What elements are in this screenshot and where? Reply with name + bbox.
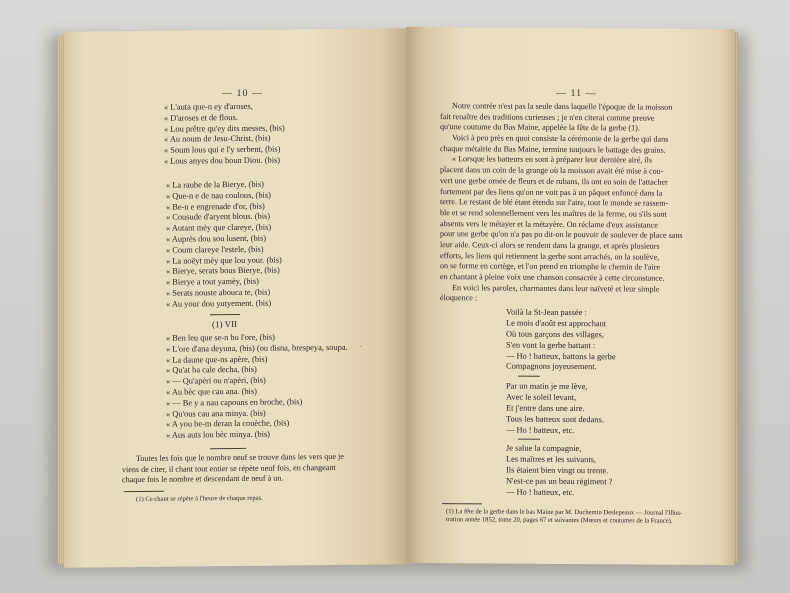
song-verse-2 <box>506 382 604 437</box>
right-page <box>406 27 734 565</box>
footnote-line: tration année 1852, tome 20, pages 67 et suivantes (Mœurs et coutumes de la France). <box>446 516 673 526</box>
paragraph-line: qu'une coutume du Bas Maine, appelée la fête de la gerbe (1). <box>440 122 640 133</box>
verse-line: « La raube de la Bierye, (bis) <box>166 179 264 190</box>
verse-line: « Cousude d'aryent blous. (bis) <box>166 212 271 223</box>
paragraph-line: absents vers le métayer et la métayère. On réclame d'eux assistance <box>440 218 658 230</box>
paragraph-line: Notre contrée n'est pas la seule dans laquelle l'époque de la moisson <box>452 101 673 112</box>
verse-line: « Bierye a tout yamèy, (bis) <box>166 276 259 287</box>
verse-line: « Coum clareye l'estele, (bis) <box>166 244 264 255</box>
verse-line: « Aus auts lou bèc minya. (bis) <box>166 429 270 440</box>
verse-line: « Serats nouste abouca te, (bis) <box>166 287 271 298</box>
paragraph-line: pour une gerbe qu'on n'a pas pu dit-on le pouvoir de soulever de place sans <box>440 229 683 241</box>
song-line: S'en vont la gerbe battant : <box>506 340 596 350</box>
song-line: — Ho ! batteux, etc. <box>506 425 575 435</box>
verse-line: « Qu'ous cau ana minya. (bis) <box>166 408 266 419</box>
stray-mark: . <box>360 338 363 349</box>
song-verse-3 <box>506 444 612 499</box>
verse-line: « Au bèc que cau ana. (bis) <box>166 386 257 397</box>
verse-line: « Au noum de Jesu-Christ, (bis) <box>164 134 271 145</box>
verse-line: « L'auta que-n ey d'aroses, <box>164 101 253 112</box>
verse-line: « — Be y a nau capouns en broche, (bis) <box>166 397 303 408</box>
paragraph-line: fortement par des liens qu'on ne voit pas à un pâquet enfoncé dans la <box>440 186 663 198</box>
paragraph-line: éloquence : <box>440 293 478 303</box>
song-line: Je salue la compagnie, <box>506 443 582 454</box>
verse-line: « L'ore d'ana deyuna, (bis) (ou disna, brespeya, soupa. <box>166 342 348 354</box>
page-number: — 10 — <box>222 87 263 100</box>
song-line: Le mois d'août est approchant <box>506 318 607 329</box>
paragraph-line: En voici les paroles, charmantes dans leur naïveté et leur simple <box>452 282 660 294</box>
verse-line: « La noëyt mèy que lou your. (bis) <box>166 255 282 266</box>
paragraph-line: efforts, les liens qui retiennent la gerbe sont arrachés, on la soulève, <box>440 250 660 262</box>
paragraph-line: Voici à peu près en quoi consiste la cérémonie de la gerbe qui dans <box>452 133 669 144</box>
paragraph-line: leur aide. Ceux-ci alors se rendent dans la grange, et après plusieurs <box>440 240 660 251</box>
footnote-line: (1) La fête de la gerbe dans le bas Maine par M. Duchemin Deslepeaux — Journal l'Illus- <box>446 508 683 517</box>
footnote <box>446 508 682 526</box>
song-line: — Ho ! batteux, etc. <box>506 487 575 497</box>
section-rule <box>210 448 246 449</box>
song-line: Où tous garçons des villages, <box>506 329 604 340</box>
closing-paragraph <box>122 451 382 486</box>
verse-line: « Autant mèy que clareye, (bis) <box>166 222 272 233</box>
paragraph-line: on se forme en cortège, et l'on prend en triomphe le chemin de l'aire <box>440 261 661 272</box>
paragraph-line: « Lorsque les batteurs en sont à préparer leur dernière airé, ils <box>452 154 653 166</box>
song-verse-1 <box>506 308 616 374</box>
verse-separator <box>518 376 540 377</box>
verse-line: « Ben leu que se-n bu l'ore, (bis) <box>166 332 275 343</box>
left-page <box>64 28 410 568</box>
section-heading: (1) VII <box>212 318 238 330</box>
verse-line: « Lou prêtre qu'ey dits messes, (bis) <box>164 123 285 134</box>
footnote-rule <box>442 503 482 504</box>
stanza-1 <box>164 101 285 167</box>
paragraph-line: terre. Le restant de blé étant étendu sur l'aire, tout le monde se rassem- <box>440 197 669 208</box>
paragraph-line: chaque métairie du Bas Maine, termine toujours le battage des grains. <box>440 143 666 155</box>
paragraph-line: ble et se rend solennellement vers les maîtres de la ferme, ou s'ils sont <box>440 207 667 219</box>
paragraph-line: placent dans un coin de la grange où la moisson avait été mise à cou- <box>440 165 664 176</box>
footnote: (1) Ce chant se répète à l'heure de chaque repas. <box>136 494 263 504</box>
verse-line: « La daune que-ns apère, (bis) <box>166 354 268 365</box>
verse-line: « Que-n e de nau coulous, (bis) <box>166 190 271 201</box>
paragraph-1 <box>440 101 708 306</box>
verse-line: « Auprès dou sou lusent, (bis) <box>166 233 267 244</box>
verse-line: « — Qu'apèri ou n'apèri, (bis) <box>166 375 266 386</box>
verse-line: « A you be-m deran la couèche, (bis) <box>166 418 290 430</box>
song-line: Voilà la St-Jean passée : <box>506 307 587 318</box>
verse-line: « Soum lous qui e l'y serbent, (bis) <box>164 144 281 155</box>
verse-line: « Lous anyes dou boun Diou. (bis) <box>164 155 281 166</box>
section-rule <box>210 314 240 315</box>
song-line: Avec le soleil levant, <box>506 392 577 402</box>
song-line: — Ho ! batteux, battons la gerbe <box>506 351 616 361</box>
song-line: Ils étaient bien vingt ou trente. <box>506 465 609 476</box>
paragraph-line: chaque fois le nombre et descendant de neuf à un. <box>122 473 284 485</box>
paragraph-line: en chantant à pleine voix une chanson consacrée à cette circonstance. <box>440 272 665 283</box>
paragraph-line: Toutes les fois que le nombre neuf se trouve dans les vers que je <box>136 451 344 464</box>
footnote-rule <box>124 491 164 492</box>
stanza-2 <box>166 180 282 311</box>
stanza-3 <box>166 332 348 442</box>
verse-line: « Bierye, serats bous Bierye, (bis) <box>166 265 280 277</box>
song-line: Tous les batteux sont dedans. <box>506 414 604 424</box>
verse-line: « Qu'at ba cale decha, (bis) <box>166 365 257 376</box>
song-line: N'est-ce pas un beau régiment ? <box>506 476 613 486</box>
verse-line: « Au your dou yutyement. (bis) <box>166 298 272 309</box>
verse-line: « D'aroses et de flous. <box>164 112 238 123</box>
paragraph-line: vert une gerbe ornée de fleurs et de rubans, ils ont eu soin de l'attacher <box>440 175 668 187</box>
paragraph-line: fait renaître des traditions curieuses ; je n'en citerai comme preuve <box>440 111 655 123</box>
song-line: Et j'entre dans une aire. <box>506 403 585 413</box>
verse-line: « Be-n e engrenade d'or, (bis) <box>166 201 265 212</box>
song-line: Compagnons joyeusement. <box>506 362 597 372</box>
song-line: Les maîtres et les suivants, <box>506 454 597 465</box>
page-number: — 11 — <box>556 87 597 100</box>
song-line: Par un matin je me lève, <box>506 381 588 392</box>
paragraph-line: viens de citer, il chant tout entier se répète neuf fois, en changeant <box>122 462 336 474</box>
verse-separator <box>518 439 540 440</box>
